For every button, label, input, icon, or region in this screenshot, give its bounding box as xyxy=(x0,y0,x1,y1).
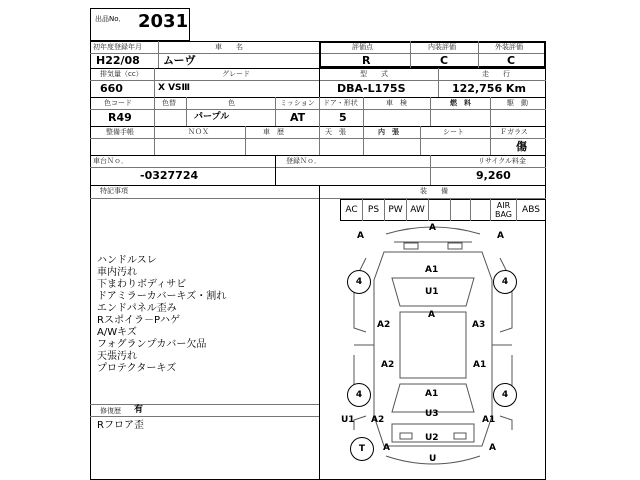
tire-rear-right: 4 xyxy=(493,383,517,407)
mission-value: AT xyxy=(290,111,306,124)
lot-label: 出品No． xyxy=(95,15,126,23)
chassis-label: 車台Ｎｏ． xyxy=(93,157,128,165)
damage-hood: A1 xyxy=(425,265,439,275)
exterior-eval-value: C xyxy=(507,54,516,67)
repair-value: 有 xyxy=(134,405,144,415)
note-line: 下まわりボディサビ xyxy=(97,279,187,290)
mission-label: ミッション xyxy=(280,99,315,107)
damage-door-front-right: A3 xyxy=(472,320,486,330)
displacement-value: 660 xyxy=(100,82,123,95)
drive-label: 駆 動 xyxy=(507,99,528,107)
glass-label: Ｆガラス xyxy=(500,128,528,136)
fuel-label: 燃 料 xyxy=(450,99,471,107)
note-line: フォグランプカバー欠品 xyxy=(97,339,207,350)
grade-value: X VSⅢ xyxy=(158,83,191,93)
damage-bottom-center: U xyxy=(429,454,437,464)
damage-roof: A xyxy=(428,310,435,320)
damage-door-rear-left: A2 xyxy=(381,360,395,370)
damage-door-rear-right: A1 xyxy=(473,360,487,370)
exterior-eval-label: 外装評価 xyxy=(495,43,523,51)
color-swap-label: 色替 xyxy=(162,99,176,107)
displacement-label: 排気量（cc） xyxy=(100,70,143,78)
equip-ac: AC xyxy=(345,205,358,215)
manual-label: 整備手帳 xyxy=(106,128,134,136)
chassis-value: -0327724 xyxy=(140,169,199,182)
damage-bottom-right: A xyxy=(489,443,496,453)
model-value: DBA-L175S xyxy=(337,82,406,95)
mileage-label: 走 行 xyxy=(482,70,510,78)
tire-rear-left: 4 xyxy=(347,383,371,407)
equip-pw: PW xyxy=(388,205,403,215)
equip-airbag: AIR BAG xyxy=(494,201,513,219)
damage-door-front-left: A2 xyxy=(377,320,391,330)
damage-front-right: A xyxy=(497,231,504,241)
damage-windshield: U1 xyxy=(425,287,439,297)
color-code-label: 色コード xyxy=(104,99,132,107)
damage-rear-glass: A1 xyxy=(425,389,439,399)
damage-front-center: A xyxy=(429,223,436,233)
score-value: R xyxy=(362,54,371,67)
equip-abs: ABS xyxy=(522,205,540,215)
bottom-t-circle: T xyxy=(350,437,374,461)
nox-label: ＮＯＸ xyxy=(188,128,209,136)
car-name-label: 車 名 xyxy=(215,43,243,51)
damage-trunk: U3 xyxy=(425,409,439,419)
note-line: ドアミラーカバーキズ・割れ xyxy=(97,291,227,302)
damage-bottom-left: A xyxy=(383,443,390,453)
recycle-value: 9,260 xyxy=(476,169,511,182)
equip-ps: PS xyxy=(367,205,380,215)
note-line: Rスポイラ－Pハゲ xyxy=(97,315,180,326)
tire-front-right: 4 xyxy=(493,270,517,294)
note-line: ハンドルスレ xyxy=(97,255,157,266)
seat-label: シート xyxy=(443,128,464,136)
color-code-value: R49 xyxy=(108,111,132,124)
damage-rear-right: A1 xyxy=(482,415,496,425)
damage-front-left: A xyxy=(357,231,364,241)
first-reg-value: H22/08 xyxy=(96,54,140,67)
color-value: パープル xyxy=(194,112,230,122)
glass-value: 傷 xyxy=(516,140,527,153)
car-name-value: ムーヴ xyxy=(163,54,196,67)
repair-label: 修復歴 xyxy=(100,407,121,415)
model-label: 型 式 xyxy=(360,70,388,78)
repair-detail: Rフロア歪 xyxy=(97,420,144,431)
history-label: 車 歴 xyxy=(263,128,284,136)
notes-label: 特記事項 xyxy=(100,187,128,195)
interior-trim-label: 内 張 xyxy=(378,128,399,136)
doors-value: 5 xyxy=(339,111,347,124)
note-line: エンドパネル歪み xyxy=(97,303,177,314)
note-line: プロテクターキズ xyxy=(97,363,177,374)
interior-eval-label: 内装評価 xyxy=(428,43,456,51)
note-line: A/Wキズ xyxy=(97,327,137,338)
first-reg-label: 初年度登録年月 xyxy=(93,43,142,51)
damage-rear-left-u: U1 xyxy=(341,415,355,425)
doors-label: ドア・形状 xyxy=(323,99,358,107)
equip-aw: AW xyxy=(410,205,425,215)
damage-rear-left-a: A2 xyxy=(371,415,385,425)
mileage-value: 122,756 Km xyxy=(452,82,526,95)
reg-label: 登録Ｎｏ． xyxy=(286,157,321,165)
tire-front-left: 4 xyxy=(347,270,371,294)
color-label: 色 xyxy=(228,99,235,107)
recycle-label: リサイクル料金 xyxy=(478,157,527,165)
damage-rear-bumper: U2 xyxy=(425,433,439,443)
note-line: 天張汚れ xyxy=(97,351,137,362)
sunroof-label: 天 張 xyxy=(325,128,346,136)
inspection-label: 車 検 xyxy=(386,99,407,107)
grade-label: グレード xyxy=(222,70,250,78)
score-label: 評価点 xyxy=(352,43,373,51)
notes-list xyxy=(97,255,226,375)
equipment-label: 装 備 xyxy=(420,187,448,195)
interior-eval-value: C xyxy=(440,54,449,67)
note-line: 車内汚れ xyxy=(97,267,137,278)
lot-number: 2031 xyxy=(138,11,189,32)
